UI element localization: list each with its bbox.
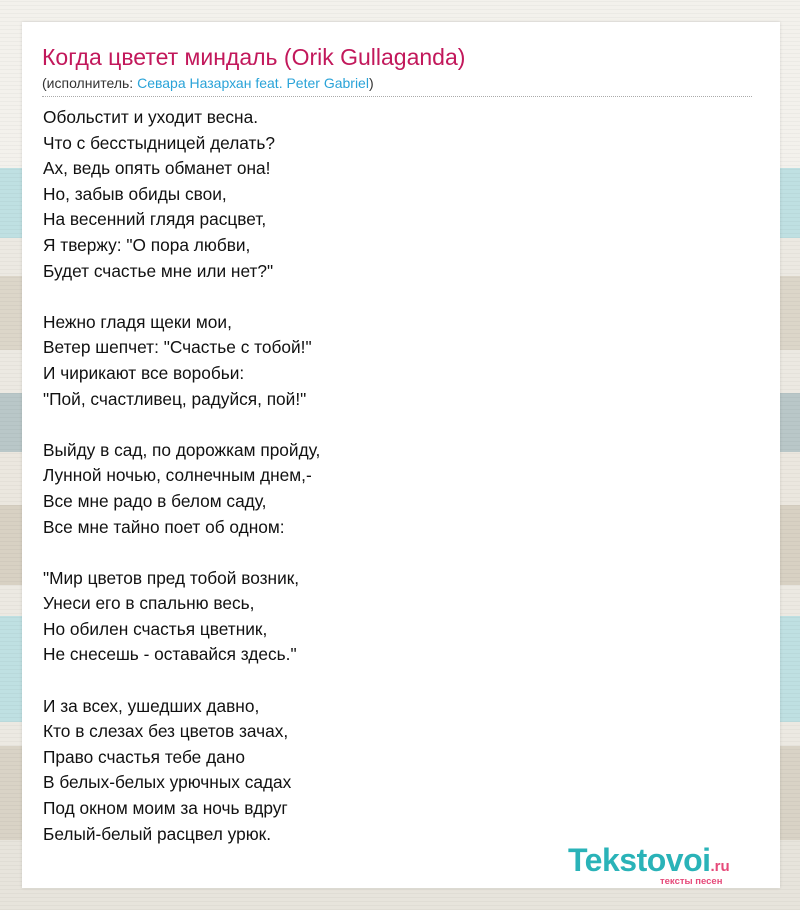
lyric-line: Но обилен счастья цветник, — [43, 618, 268, 639]
performer-line — [42, 75, 752, 97]
lyric-line: Я твержу: "О пора любви, — [43, 234, 251, 255]
lyric-line: Выйду в сад, по дорожкам пройду, — [43, 439, 321, 460]
lyric-line: Нежно гладя щеки мои, — [43, 311, 232, 332]
lyric-line: Не снесешь - оставайся здесь." — [43, 644, 297, 665]
lyric-line: Под окном моим за ночь вдруг — [43, 798, 288, 819]
lyric-line: Все мне тайно поет об одном: — [43, 516, 285, 537]
logo-name: Tekstovoi — [568, 842, 711, 878]
lyric-line: Лунной ночью, солнечным днем,- — [43, 465, 312, 486]
song-title: Когда цветет миндаль (Orik Gullaganda) — [42, 44, 466, 70]
lyric-line: Право счастья тебе дано — [43, 746, 245, 767]
lyric-line: Но, забыв обиды свои, — [43, 183, 227, 204]
lyrics-card — [22, 22, 780, 888]
lyric-line: "Пой, счастливец, радуйся, пой!" — [43, 388, 307, 409]
stanza-3 — [43, 438, 743, 540]
logo-tagline: тексты песен — [660, 876, 723, 887]
lyric-line: Унеси его в спальню весь, — [43, 593, 255, 614]
performer-suffix: ) — [368, 75, 374, 91]
site-logo[interactable] — [568, 842, 778, 886]
lyric-line: Что с бесстыдницей делать? — [43, 132, 276, 153]
performer-link[interactable]: Севара Назархан feat. Peter Gabriel — [137, 75, 369, 91]
lyric-line: "Мир цветов пред тобой возник, — [43, 567, 300, 588]
logo-wordmark — [568, 842, 730, 879]
lyric-line: И за всех, ушедших давно, — [43, 695, 260, 716]
lyric-line: Белый-белый расцвел урюк. — [43, 823, 272, 844]
lyric-line: Ах, ведь опять обманет она! — [43, 158, 271, 179]
lyric-line: На весенний глядя расцвет, — [43, 209, 267, 230]
lyric-line: Ветер шепчет: "Счастье с тобой!" — [43, 337, 312, 358]
performer-prefix: (исполнитель: — [42, 75, 138, 91]
stanza-5 — [43, 694, 743, 848]
logo-tld: .ru — [710, 858, 730, 875]
stanza-2 — [43, 310, 743, 412]
lyric-line: И чирикают все воробьи: — [43, 362, 245, 383]
stanza-4 — [43, 566, 743, 668]
lyric-line: Все мне радо в белом саду, — [43, 490, 267, 511]
lyrics-body — [43, 105, 743, 873]
lyric-line: Обольстит и уходит весна. — [43, 107, 259, 127]
stanza-1 — [43, 105, 743, 284]
lyric-line: Будет счастье мне или нет?" — [43, 260, 274, 281]
lyric-line: Кто в слезах без цветов зачах, — [43, 721, 289, 742]
lyric-line: В белых-белых урючных садах — [43, 772, 292, 793]
